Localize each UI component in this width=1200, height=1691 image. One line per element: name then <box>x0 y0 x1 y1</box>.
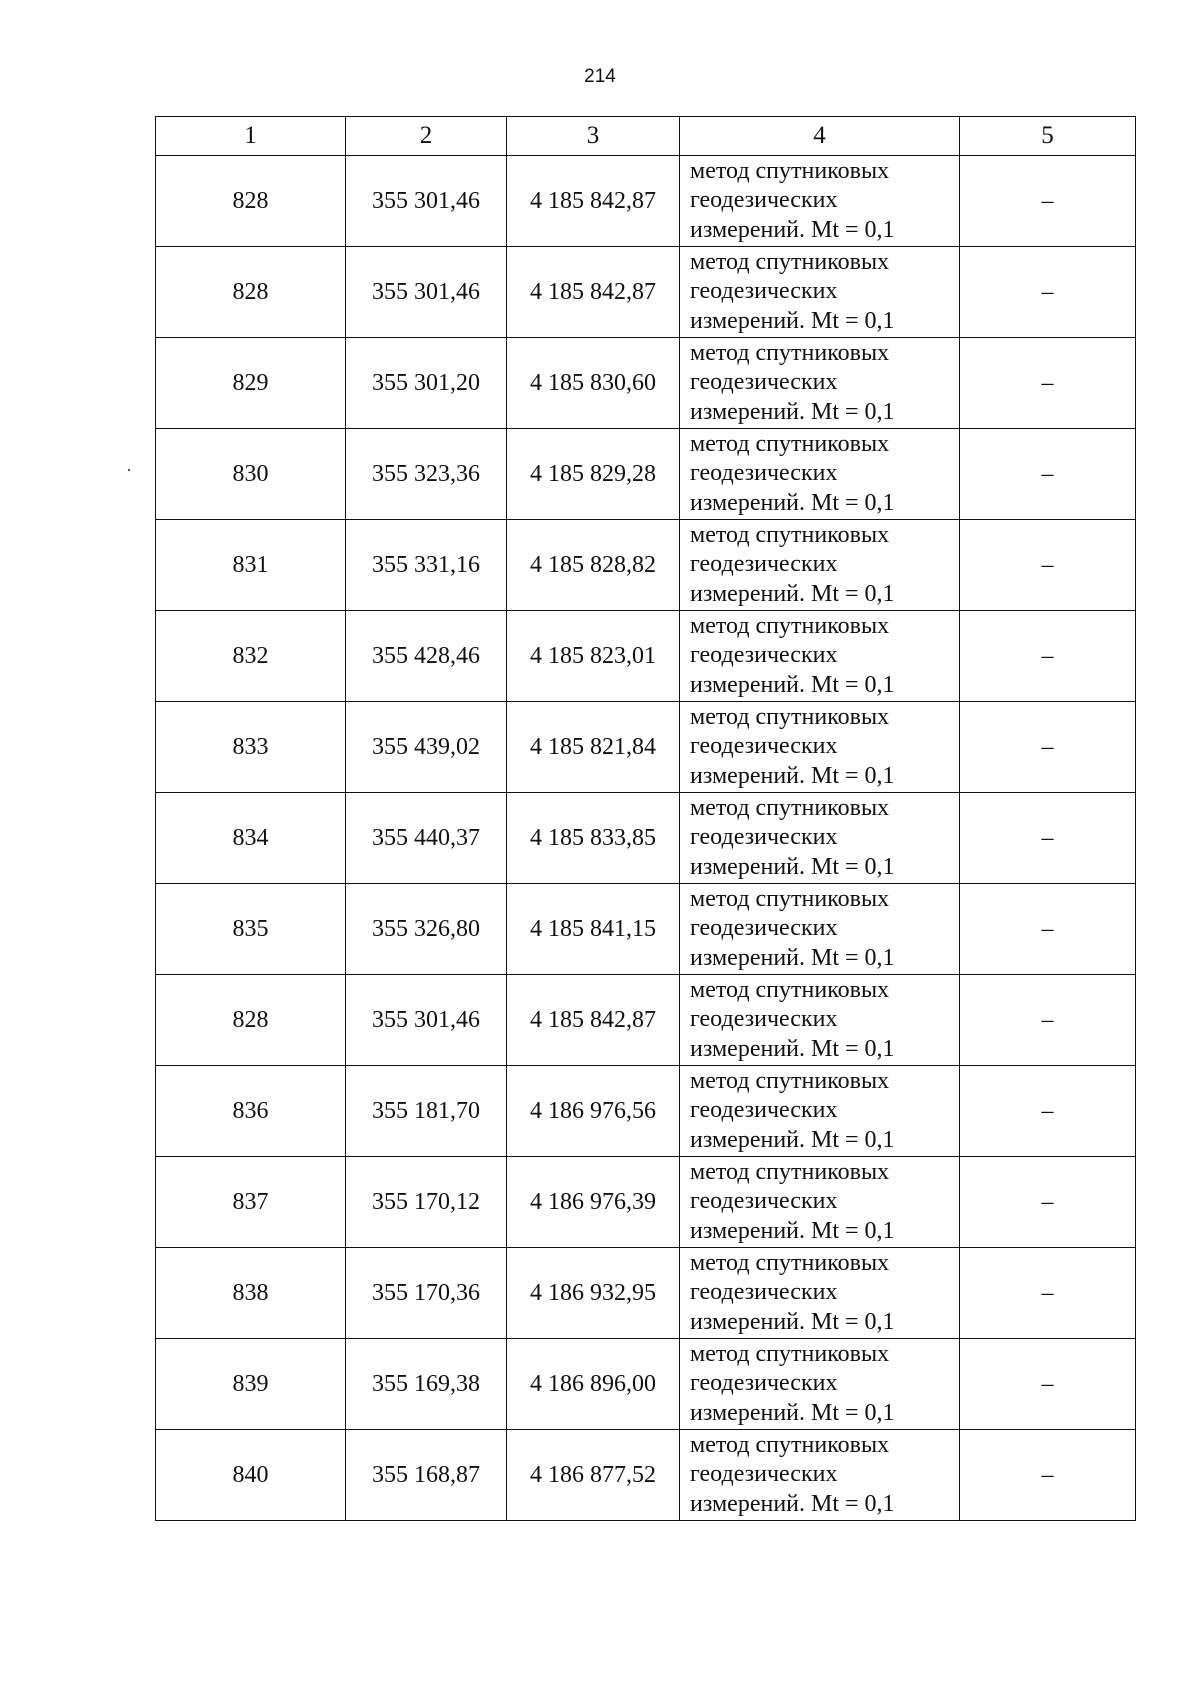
table-row <box>156 702 1136 793</box>
y-coordinate-cell: 4 185 829,28 <box>507 429 680 520</box>
point-number-cell: 829 <box>156 338 346 429</box>
y-coordinate-cell: 4 186 896,00 <box>507 1339 680 1430</box>
point-number-cell: 838 <box>156 1248 346 1339</box>
method-text-line: геодезических <box>690 1279 838 1306</box>
method-text-line: измерений. Mt = 0,1 <box>690 853 895 880</box>
point-number-cell: 835 <box>156 884 346 975</box>
method-text-line: измерений. Mt = 0,1 <box>690 1308 895 1335</box>
method-cell <box>680 429 960 520</box>
y-coordinate-cell: 4 186 976,39 <box>507 1157 680 1248</box>
note-cell: – <box>960 338 1136 429</box>
method-text-line: геодезических <box>690 1461 838 1488</box>
header-cell-2: 2 <box>346 117 507 156</box>
page-number: 214 <box>584 66 616 87</box>
y-coordinate-cell: 4 185 828,82 <box>507 520 680 611</box>
x-coordinate-cell: 355 170,12 <box>346 1157 507 1248</box>
method-text-line: измерений. Mt = 0,1 <box>690 580 895 607</box>
header-cell-4: 4 <box>680 117 960 156</box>
method-text-line: метод спутниковых <box>690 248 890 275</box>
method-cell <box>680 611 960 702</box>
method-text-line: геодезических <box>690 369 838 396</box>
point-number-cell: 832 <box>156 611 346 702</box>
note-cell: – <box>960 429 1136 520</box>
table-row <box>156 1430 1136 1521</box>
x-coordinate-cell: 355 331,16 <box>346 520 507 611</box>
method-text-line: геодезических <box>690 187 838 214</box>
method-text-line: метод спутниковых <box>690 1067 890 1094</box>
table-row <box>156 1339 1136 1430</box>
method-text-line: геодезических <box>690 824 838 851</box>
method-text-line: метод спутниковых <box>690 703 890 730</box>
note-cell: – <box>960 793 1136 884</box>
method-text-line: измерений. Mt = 0,1 <box>690 1399 895 1426</box>
method-text-line: геодезических <box>690 1370 838 1397</box>
method-cell <box>680 1430 960 1521</box>
y-coordinate-cell: 4 185 833,85 <box>507 793 680 884</box>
y-coordinate-cell: 4 185 821,84 <box>507 702 680 793</box>
method-text-line: метод спутниковых <box>690 157 890 184</box>
x-coordinate-cell: 355 301,46 <box>346 247 507 338</box>
note-cell: – <box>960 1157 1136 1248</box>
table-row <box>156 1248 1136 1339</box>
method-text-line: геодезических <box>690 1188 838 1215</box>
table-header-row <box>156 117 1136 156</box>
method-cell <box>680 793 960 884</box>
method-cell <box>680 884 960 975</box>
y-coordinate-cell: 4 185 842,87 <box>507 975 680 1066</box>
x-coordinate-cell: 355 181,70 <box>346 1066 507 1157</box>
point-number-cell: 836 <box>156 1066 346 1157</box>
y-coordinate-cell: 4 186 877,52 <box>507 1430 680 1521</box>
method-text-line: измерений. Mt = 0,1 <box>690 944 895 971</box>
header-cell-3: 3 <box>507 117 680 156</box>
method-text-line: метод спутниковых <box>690 976 890 1003</box>
point-number-cell: 840 <box>156 1430 346 1521</box>
table-body <box>156 117 1136 1521</box>
point-number-cell: 831 <box>156 520 346 611</box>
table-row <box>156 1157 1136 1248</box>
table-row <box>156 884 1136 975</box>
method-cell <box>680 247 960 338</box>
y-coordinate-cell: 4 185 842,87 <box>507 156 680 247</box>
method-cell <box>680 975 960 1066</box>
x-coordinate-cell: 355 170,36 <box>346 1248 507 1339</box>
x-coordinate-cell: 355 440,37 <box>346 793 507 884</box>
point-number-cell: 828 <box>156 156 346 247</box>
note-cell: – <box>960 975 1136 1066</box>
point-number-cell: 837 <box>156 1157 346 1248</box>
y-coordinate-cell: 4 186 932,95 <box>507 1248 680 1339</box>
method-text-line: геодезических <box>690 642 838 669</box>
x-coordinate-cell: 355 439,02 <box>346 702 507 793</box>
method-text-line: измерений. Mt = 0,1 <box>690 216 895 243</box>
table-row <box>156 975 1136 1066</box>
x-coordinate-cell: 355 428,46 <box>346 611 507 702</box>
x-coordinate-cell: 355 326,80 <box>346 884 507 975</box>
x-coordinate-cell: 355 323,36 <box>346 429 507 520</box>
note-cell: – <box>960 884 1136 975</box>
method-text-line: геодезических <box>690 1097 838 1124</box>
header-cell-1: 1 <box>156 117 346 156</box>
method-text-line: геодезических <box>690 1006 838 1033</box>
method-text-line: метод спутниковых <box>690 1158 890 1185</box>
method-text-line: измерений. Mt = 0,1 <box>690 398 895 425</box>
y-coordinate-cell: 4 185 830,60 <box>507 338 680 429</box>
y-coordinate-cell: 4 186 976,56 <box>507 1066 680 1157</box>
method-text-line: измерений. Mt = 0,1 <box>690 1217 895 1244</box>
table-row <box>156 793 1136 884</box>
x-coordinate-cell: 355 301,46 <box>346 156 507 247</box>
method-cell <box>680 520 960 611</box>
note-cell: – <box>960 1066 1136 1157</box>
table-row <box>156 338 1136 429</box>
method-cell <box>680 702 960 793</box>
note-cell: – <box>960 702 1136 793</box>
method-cell <box>680 338 960 429</box>
y-coordinate-cell: 4 185 823,01 <box>507 611 680 702</box>
y-coordinate-cell: 4 185 842,87 <box>507 247 680 338</box>
x-coordinate-cell: 355 301,46 <box>346 975 507 1066</box>
table-row <box>156 156 1136 247</box>
point-number-cell: 833 <box>156 702 346 793</box>
method-text-line: метод спутниковых <box>690 1340 890 1367</box>
method-text-line: измерений. Mt = 0,1 <box>690 307 895 334</box>
table-row <box>156 1066 1136 1157</box>
table-row <box>156 611 1136 702</box>
method-text-line: измерений. Mt = 0,1 <box>690 1126 895 1153</box>
method-text-line: геодезических <box>690 733 838 760</box>
x-coordinate-cell: 355 301,20 <box>346 338 507 429</box>
note-cell: – <box>960 520 1136 611</box>
coordinates-table <box>155 116 1136 1521</box>
method-text-line: измерений. Mt = 0,1 <box>690 1035 895 1062</box>
point-number-cell: 828 <box>156 975 346 1066</box>
y-coordinate-cell: 4 185 841,15 <box>507 884 680 975</box>
method-text-line: измерений. Mt = 0,1 <box>690 1490 895 1517</box>
method-text-line: метод спутниковых <box>690 521 890 548</box>
method-cell <box>680 1248 960 1339</box>
method-text-line: измерений. Mt = 0,1 <box>690 671 895 698</box>
note-cell: – <box>960 1430 1136 1521</box>
note-cell: – <box>960 1248 1136 1339</box>
table-row <box>156 429 1136 520</box>
method-cell <box>680 1066 960 1157</box>
header-cell-5: 5 <box>960 117 1136 156</box>
table-row <box>156 247 1136 338</box>
method-cell <box>680 1339 960 1430</box>
method-text-line: геодезических <box>690 915 838 942</box>
method-text-line: измерений. Mt = 0,1 <box>690 762 895 789</box>
x-coordinate-cell: 355 169,38 <box>346 1339 507 1430</box>
note-cell: – <box>960 156 1136 247</box>
method-text-line: измерений. Mt = 0,1 <box>690 489 895 516</box>
method-text-line: метод спутниковых <box>690 1249 890 1276</box>
method-text-line: метод спутниковых <box>690 339 890 366</box>
method-text-line: метод спутниковых <box>690 430 890 457</box>
method-text-line: метод спутниковых <box>690 885 890 912</box>
method-text-line: метод спутниковых <box>690 794 890 821</box>
method-text-line: геодезических <box>690 278 838 305</box>
method-text-line: метод спутниковых <box>690 1431 890 1458</box>
point-number-cell: 830 <box>156 429 346 520</box>
point-number-cell: 828 <box>156 247 346 338</box>
point-number-cell: 834 <box>156 793 346 884</box>
method-cell <box>680 156 960 247</box>
point-number-cell: 839 <box>156 1339 346 1430</box>
note-cell: – <box>960 1339 1136 1430</box>
table-row <box>156 520 1136 611</box>
note-cell: – <box>960 611 1136 702</box>
scan-speck <box>128 469 130 471</box>
note-cell: – <box>960 247 1136 338</box>
method-text-line: геодезических <box>690 460 838 487</box>
method-text-line: геодезических <box>690 551 838 578</box>
method-text-line: метод спутниковых <box>690 612 890 639</box>
x-coordinate-cell: 355 168,87 <box>346 1430 507 1521</box>
method-cell <box>680 1157 960 1248</box>
